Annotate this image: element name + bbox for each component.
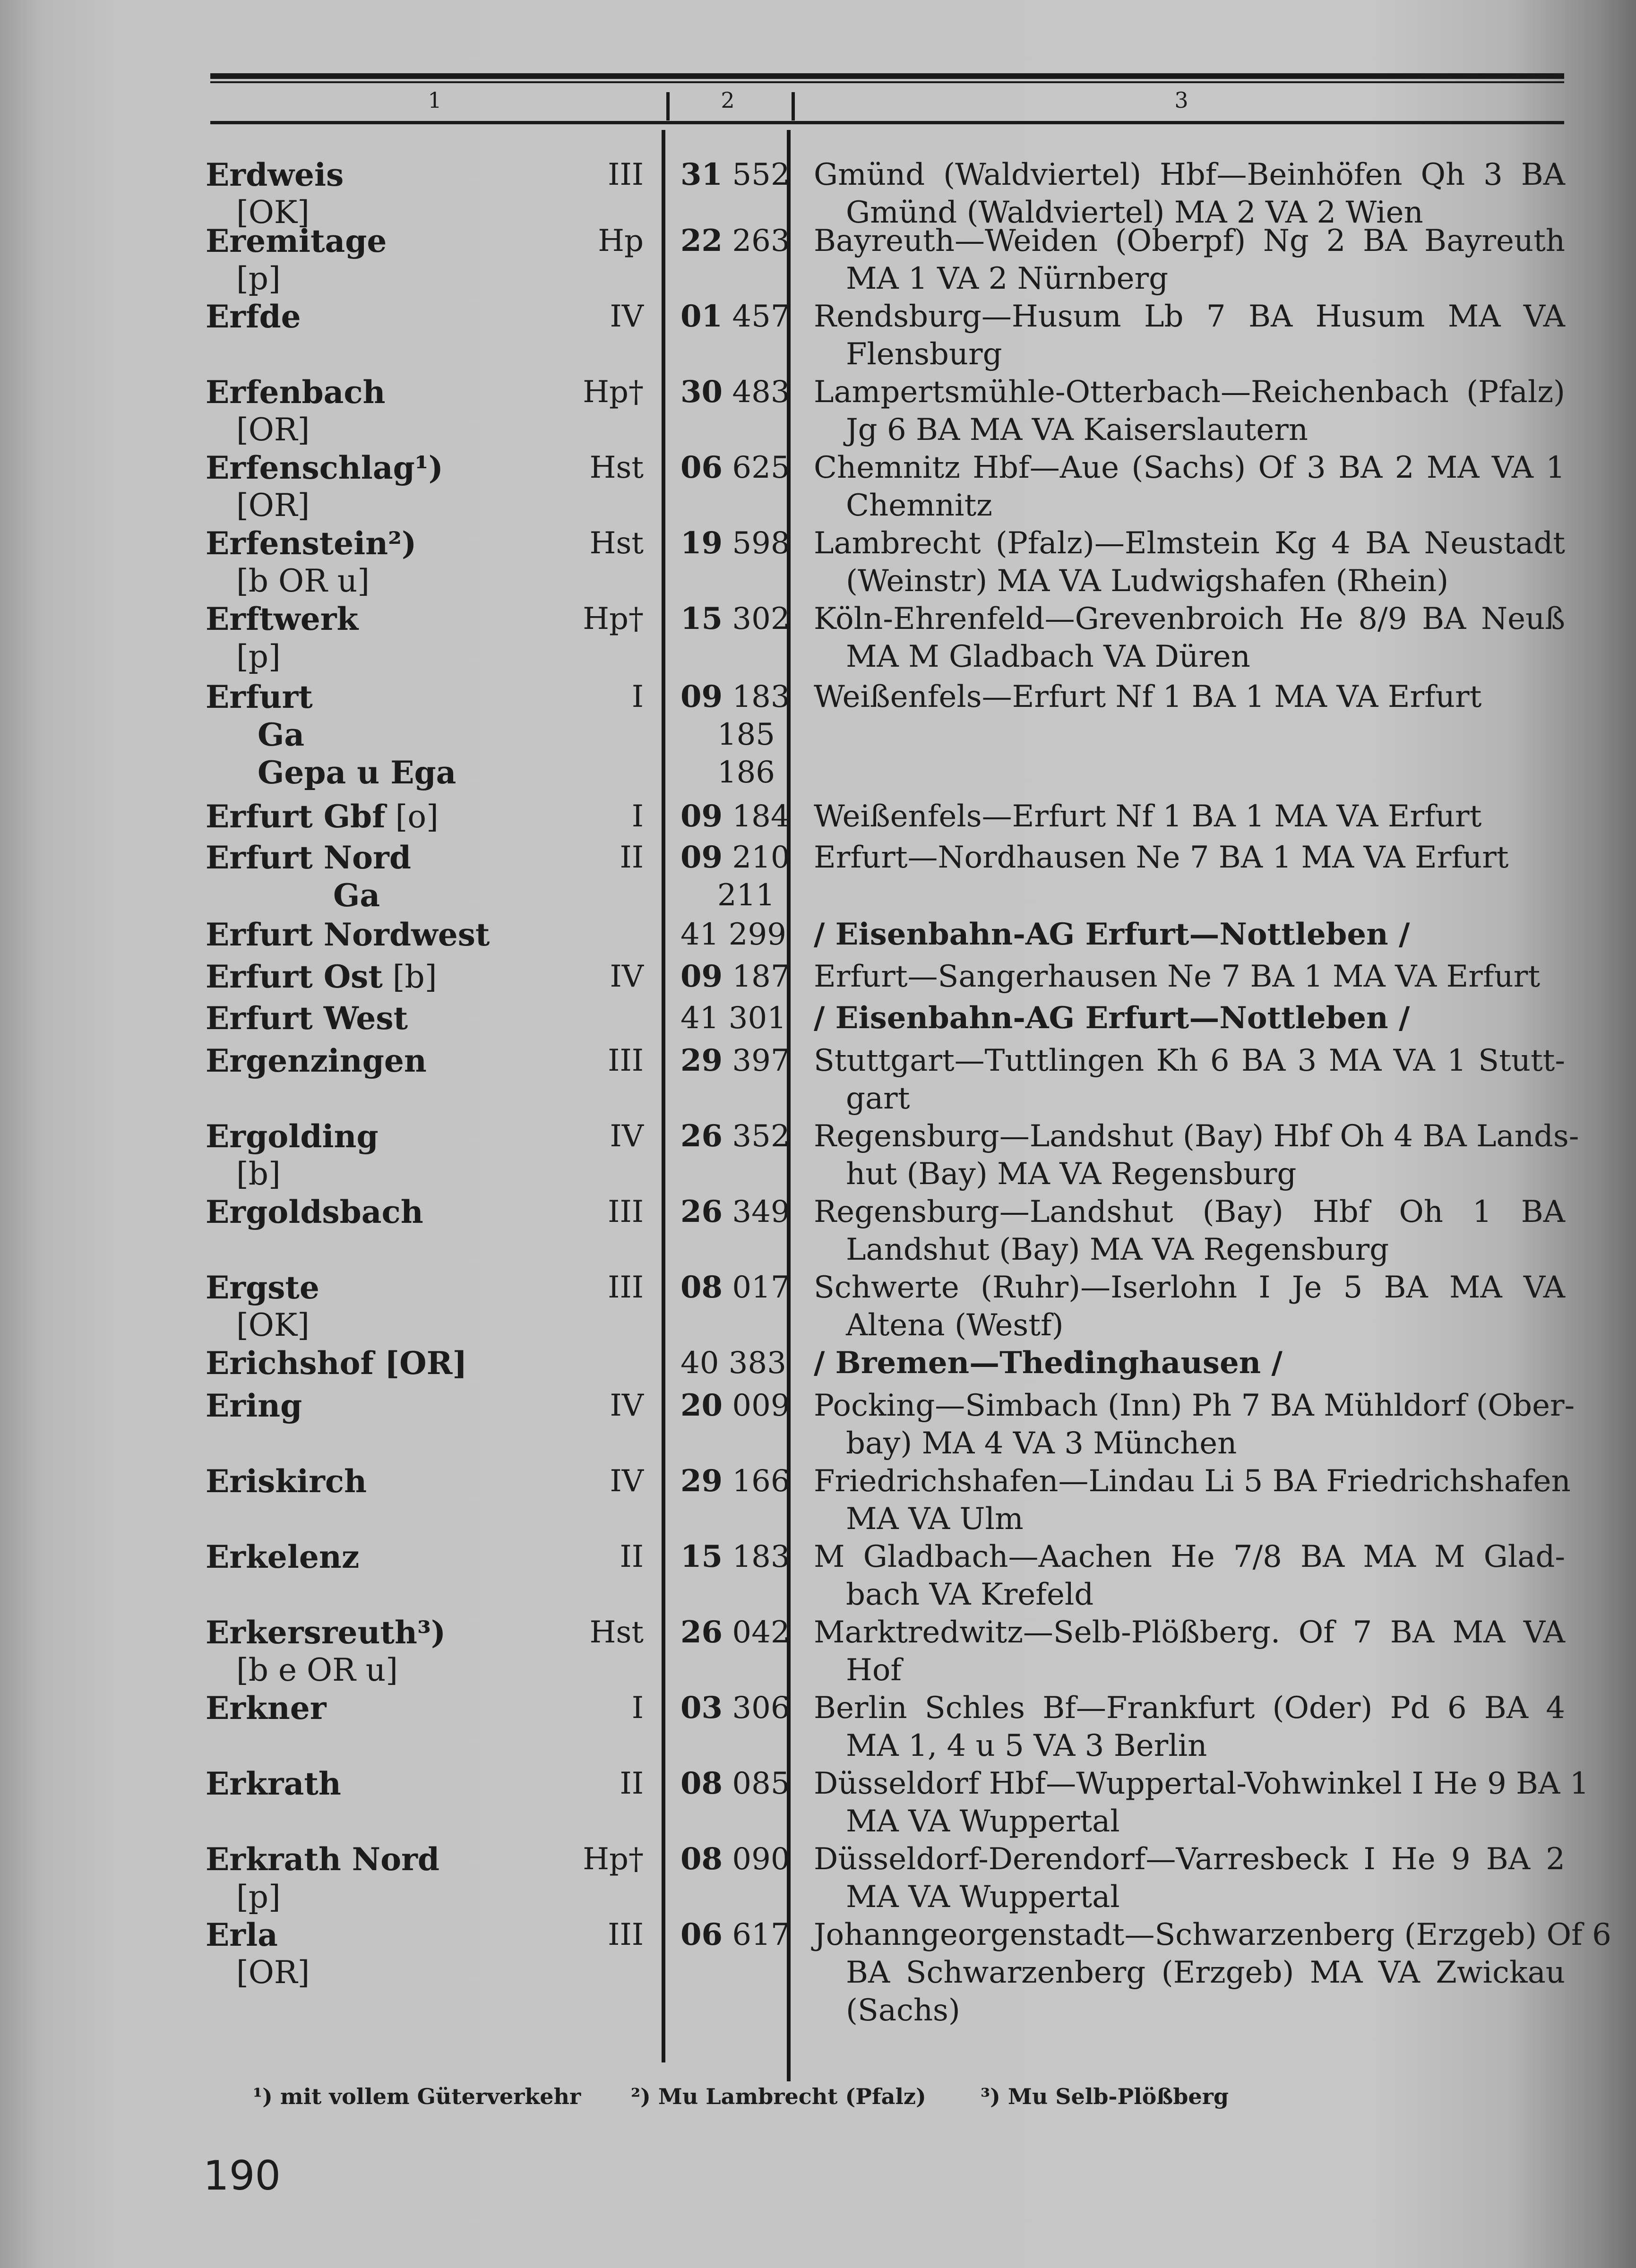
station-class: Hp [598, 223, 644, 258]
route-line-1: Bayreuth—Weiden (Oberpf) Ng 2 BA Bayreuth [814, 223, 1565, 258]
station-name: Erfurt West [206, 1000, 408, 1037]
station-number-prefix: 08 [680, 1841, 723, 1877]
station-name: Erfurt Nordwest [206, 916, 490, 953]
station-number-prefix: 26 [680, 1194, 723, 1229]
route-line-2: Gmünd (Waldviertel) MA 2 VA 2 Wien [846, 195, 1423, 230]
station-note: [b OR u] [236, 563, 370, 599]
station-class: Hp† [583, 375, 644, 410]
route-line-2: Hof [846, 1653, 902, 1688]
station-number-prefix: 15 [680, 601, 723, 636]
route-line-2: gart [846, 1081, 910, 1116]
station-note: [b e OR u] [236, 1652, 398, 1688]
station-class: Hst [589, 526, 644, 561]
route-line-2: Flensburg [846, 337, 1002, 372]
route-line-1: / Bremen—Thedinghausen / [814, 1345, 1283, 1381]
station-subunit: Gepa u Ega [258, 754, 456, 791]
station-number: 352 [732, 1119, 790, 1154]
route-line-1: Gmünd (Waldviertel) Hbf—Beinhöfen Qh 3 BA [814, 157, 1565, 192]
station-number: 166 [732, 1464, 790, 1499]
column-line-1 [662, 130, 665, 2062]
station-class: I [631, 1691, 644, 1726]
station-name: Erfurt Nord [206, 839, 411, 876]
station-number: 085 [732, 1766, 790, 1801]
station-number: 598 [732, 526, 790, 561]
route-line-3: (Sachs) [846, 1993, 960, 2028]
station-class: IV [610, 1464, 644, 1499]
station-class: IV [610, 1388, 644, 1423]
route-line-1: M Gladbach—Aachen He 7/8 BA MA M Glad- [814, 1539, 1565, 1574]
route-line-2: MA VA Ulm [846, 1502, 1024, 1537]
station-note: [OR] [236, 412, 310, 448]
station-number-prefix: 29 [680, 1043, 723, 1078]
route-line-2: MA VA Wuppertal [846, 1804, 1120, 1839]
station-class: Hst [589, 1615, 644, 1650]
station-number: 017 [732, 1270, 790, 1305]
station-note: [b] [236, 1156, 281, 1192]
station-number: 302 [732, 601, 790, 636]
station-name: Erkelenz [206, 1538, 360, 1575]
route-line-1: / Eisenbahn-AG Erfurt—Nottleben / [814, 917, 1410, 952]
station-number-prefix: 19 [680, 525, 723, 561]
station-class: II [620, 840, 644, 875]
header-separator-2 [792, 92, 795, 120]
station-number-prefix: 03 [680, 1690, 723, 1726]
station-number-prefix: 09 [680, 959, 723, 994]
station-class: IV [610, 1119, 644, 1154]
route-line-1: Marktredwitz—Selb-Plößberg. Of 7 BA MA VA [814, 1615, 1565, 1650]
station-name: Erfenschlag¹) [206, 449, 443, 486]
station-number-prefix: 09 [680, 799, 723, 834]
route-line-2: MA VA Wuppertal [846, 1880, 1120, 1915]
station-name: Erfenbach [206, 374, 386, 411]
station-name: Erfde [206, 298, 301, 335]
station-name: Eremitage [206, 223, 387, 259]
footnote-3: ³) Mu Selb-Plößberg [981, 2084, 1229, 2109]
station-class: III [608, 1194, 644, 1229]
station-number: 483 [732, 375, 790, 410]
top-rule-thin [210, 81, 1564, 83]
station-note: [b] [382, 959, 437, 995]
route-line-1: Stuttgart—Tuttlingen Kh 6 BA 3 MA VA 1 Stutt- [814, 1043, 1565, 1078]
route-line-1: Rendsburg—Husum Lb 7 BA Husum MA VA [814, 299, 1565, 334]
footnote-2: ²) Mu Lambrecht (Pfalz) [631, 2084, 926, 2109]
station-number-prefix: 30 [680, 374, 723, 410]
route-line-1: Lambrecht (Pfalz)—Elmstein Kg 4 BA Neustadt [814, 526, 1565, 561]
station-number: 349 [732, 1194, 790, 1229]
header-bottom-rule [210, 121, 1564, 124]
column-header-3: 3 [1174, 87, 1188, 113]
column-header-2: 2 [721, 87, 735, 113]
station-name: Erfurt Gbf [206, 798, 386, 835]
station-number-prefix: 26 [680, 1118, 723, 1154]
station-subunit: Ga [258, 716, 305, 753]
route-line-1: Regensburg—Landshut (Bay) Hbf Oh 4 BA Lands- [814, 1119, 1579, 1154]
station-number: 009 [732, 1388, 790, 1423]
station-note: [OR] [236, 1954, 310, 1991]
station-number-prefix: 09 [680, 840, 723, 875]
station-number: 40 383 [680, 1346, 786, 1381]
route-line-1: Düsseldorf-Derendorf—Varresbeck I He 9 BA 2 [814, 1842, 1565, 1877]
station-note: [OK] [236, 1307, 310, 1343]
route-line-2: Altena (Westf) [846, 1308, 1064, 1343]
station-note: [OK] [236, 194, 310, 231]
header-separator-1 [666, 92, 670, 120]
route-line-1: Weißenfels—Erfurt Nf 1 BA 1 MA VA Erfurt [814, 799, 1482, 834]
station-class: II [620, 1766, 644, 1801]
station-number-prefix: 20 [680, 1388, 723, 1423]
station-subunit: Ga [333, 877, 380, 914]
column-header-1: 1 [428, 87, 442, 113]
station-note: [o] [385, 799, 439, 835]
station-name: Erfurt Ost [206, 958, 383, 995]
route-line-2: BA Schwarzenberg (Erzgeb) MA VA Zwickau [846, 1955, 1565, 1990]
station-class: Hp† [583, 601, 644, 636]
station-name: Ergoldsbach [206, 1194, 423, 1230]
station-number: 41 299 [680, 917, 786, 952]
station-number: 552 [732, 157, 790, 192]
station-number-prefix: 08 [680, 1270, 723, 1305]
station-class: III [608, 157, 644, 192]
station-number: 457 [732, 299, 790, 334]
station-class: III [608, 1270, 644, 1305]
route-line-1: Chemnitz Hbf—Aue (Sachs) Of 3 BA 2 MA VA 1 [814, 450, 1565, 485]
page-number: 190 [203, 2152, 281, 2199]
station-number-prefix: 06 [680, 1917, 723, 1952]
route-line-2: (Weinstr) MA VA Ludwigshafen (Rhein) [846, 564, 1449, 599]
station-number: 183 [732, 679, 790, 714]
station-number: 41 301 [680, 1001, 786, 1036]
station-number-prefix: 31 [680, 157, 723, 192]
station-class: Hp† [583, 1842, 644, 1877]
station-number: 263 [732, 223, 790, 258]
route-line-2: bay) MA 4 VA 3 München [846, 1426, 1237, 1461]
route-line-2: hut (Bay) MA VA Regensburg [846, 1157, 1297, 1192]
route-line-1: Köln-Ehrenfeld—Grevenbroich He 8/9 BA Neuß [814, 601, 1565, 636]
station-name: Erkrath Nord [206, 1841, 440, 1878]
route-line-1: Pocking—Simbach (Inn) Ph 7 BA Mühldorf (Ober- [814, 1388, 1575, 1423]
footnote-1: ¹) mit vollem Güterverkehr [253, 2084, 581, 2109]
station-note: [OR] [236, 487, 310, 524]
station-class: II [620, 1539, 644, 1574]
station-number: 183 [732, 1539, 790, 1574]
route-line-1: Berlin Schles Bf—Frankfurt (Oder) Pd 6 BA 4 [814, 1691, 1565, 1726]
station-name: Ergenzingen [206, 1042, 427, 1079]
route-line-2: bach VA Krefeld [846, 1577, 1094, 1612]
station-class: I [631, 679, 644, 714]
station-number-prefix: 22 [680, 223, 723, 258]
station-name: Erkersreuth³) [206, 1614, 446, 1651]
route-line-1: / Eisenbahn-AG Erfurt—Nottleben / [814, 1000, 1410, 1036]
station-number: 306 [732, 1691, 790, 1726]
station-number: 186 [717, 755, 775, 790]
station-number-prefix: 29 [680, 1463, 723, 1499]
station-number-prefix: 26 [680, 1615, 723, 1650]
route-line-1: Lampertsmühle-Otterbach—Reichenbach (Pfalz) [814, 375, 1565, 410]
station-class: I [631, 799, 644, 834]
station-number: 210 [732, 840, 790, 875]
station-class: Hst [589, 450, 644, 485]
station-name: Erftwerk [206, 601, 359, 637]
route-line-1: Johanngeorgenstadt—Schwarzenberg (Erzgeb) Of 6 [814, 1917, 1611, 1952]
route-line-1: Weißenfels—Erfurt Nf 1 BA 1 MA VA Erfurt [814, 679, 1482, 714]
station-note: [p] [236, 260, 281, 297]
route-line-1: Regensburg—Landshut (Bay) Hbf Oh 1 BA [814, 1194, 1565, 1229]
station-note: [p] [236, 638, 281, 675]
station-number: 397 [732, 1043, 790, 1078]
station-class: III [608, 1043, 644, 1078]
top-rule-thick [210, 73, 1564, 79]
station-name: Erfenstein²) [206, 525, 417, 562]
route-line-2: MA 1, 4 u 5 VA 3 Berlin [846, 1728, 1207, 1763]
station-class: III [608, 1917, 644, 1952]
station-name: Erkner [206, 1690, 327, 1727]
station-number: 184 [732, 799, 790, 834]
station-number: 185 [717, 717, 775, 752]
station-number: 617 [732, 1917, 790, 1952]
station-number: 042 [732, 1615, 790, 1650]
station-name: Eriskirch [206, 1463, 367, 1500]
route-line-1: Erfurt—Sangerhausen Ne 7 BA 1 MA VA Erfurt [814, 959, 1541, 994]
station-name: Erkrath [206, 1765, 341, 1802]
station-class: IV [610, 299, 644, 334]
station-number-prefix: 15 [680, 1539, 723, 1574]
station-class: IV [610, 959, 644, 994]
station-name: Erichshof [OR] [206, 1345, 467, 1382]
station-name: Ergste [206, 1269, 319, 1306]
station-name: Erfurt [206, 679, 313, 715]
route-line-1: Düsseldorf Hbf—Wuppertal-Vohwinkel I He 9 BA 1 [814, 1766, 1589, 1801]
station-name: Erdweis [206, 156, 344, 193]
route-line-1: Erfurt—Nordhausen Ne 7 BA 1 MA VA Erfurt [814, 840, 1509, 875]
route-line-2: MA 1 VA 2 Nürnberg [846, 261, 1169, 296]
route-line-2: Jg 6 BA MA VA Kaiserslautern [846, 412, 1308, 447]
station-number: 211 [717, 878, 775, 913]
station-number-prefix: 06 [680, 450, 723, 485]
station-number: 625 [732, 450, 790, 485]
station-name: Ering [206, 1387, 302, 1424]
station-number-prefix: 08 [680, 1766, 723, 1801]
station-name: Erla [206, 1916, 278, 1953]
station-note: [p] [236, 1879, 281, 1915]
station-number-prefix: 01 [680, 299, 723, 334]
route-line-1: Schwerte (Ruhr)—Iserlohn I Je 5 BA MA VA [814, 1270, 1565, 1305]
route-line-2: MA M Gladbach VA Düren [846, 639, 1250, 674]
route-line-1: Friedrichshafen—Lindau Li 5 BA Friedrichshafen [814, 1464, 1571, 1499]
route-line-2: Chemnitz [846, 488, 992, 523]
station-name: Ergolding [206, 1118, 379, 1155]
station-number: 187 [732, 959, 790, 994]
station-number: 090 [732, 1842, 790, 1877]
route-line-2: Landshut (Bay) MA VA Regensburg [846, 1232, 1389, 1267]
station-number-prefix: 09 [680, 679, 723, 714]
